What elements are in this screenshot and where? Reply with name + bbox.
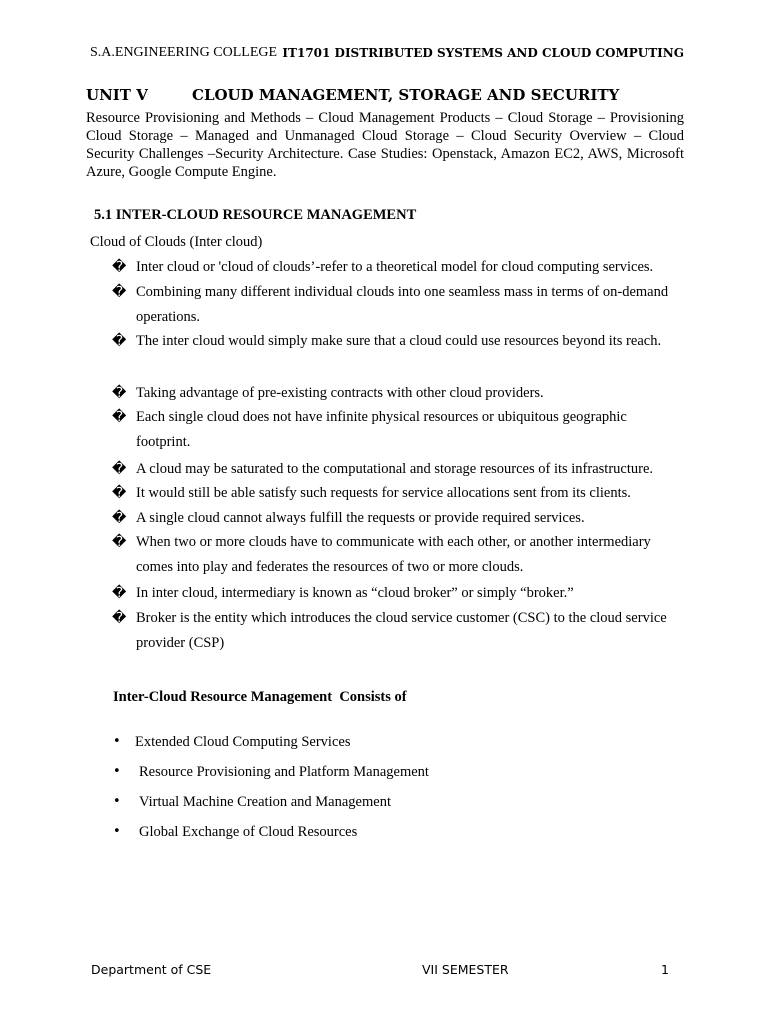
bullet-item xyxy=(112,405,682,455)
bullet-item xyxy=(112,581,682,606)
bullet-marker-icon: � xyxy=(112,585,127,601)
bullet-text: It would still be able satisfy such requests for service allocations sent from its clients. xyxy=(136,485,631,501)
bullet-text: Each single cloud does not have infinite physical resources or ubiquitous geographic footprint. xyxy=(136,409,627,450)
bullet-text: Combining many different individual clouds into one seamless mass in terms of on-demand operations. xyxy=(136,284,669,325)
bullet-item xyxy=(112,530,682,580)
bullet-item xyxy=(112,506,682,531)
section-subheading: Cloud of Clouds (Inter cloud) xyxy=(90,234,263,250)
footer-semester: VII SEMESTER xyxy=(422,962,509,977)
bullet-marker-icon: � xyxy=(112,534,127,550)
bullet-marker-icon: � xyxy=(112,284,127,300)
bullet-dot-icon: • xyxy=(113,824,121,839)
bullet-text: A cloud may be saturated to the computational and storage resources of its infrastructure. xyxy=(136,461,654,477)
bullet-marker-icon: � xyxy=(112,461,127,477)
bullet-text: The inter cloud would simply make sure that a cloud could use resources beyond its reach. xyxy=(136,333,662,349)
bullet-item xyxy=(112,255,682,280)
bullet-dot-icon: • xyxy=(113,734,121,749)
bullet-item xyxy=(112,381,682,406)
bullet-text: When two or more clouds have to communicate with each other, or another intermediary comes into play and federates the resources of two or more clouds. xyxy=(136,534,651,575)
bullet-item xyxy=(112,606,682,656)
bullet-text: A single cloud cannot always fulfill the requests or provide required services. xyxy=(136,510,585,526)
bullet-marker-icon: � xyxy=(112,333,127,349)
unit-heading xyxy=(86,86,620,104)
bullet-marker-icon: � xyxy=(112,510,127,526)
footer-department: Department of CSE xyxy=(91,962,212,977)
bullet-item xyxy=(112,329,682,354)
list-item-label: Global Exchange of Cloud Resources xyxy=(139,824,358,840)
bullet-marker-icon: � xyxy=(112,259,127,275)
bullet-text: Taking advantage of pre-existing contracts with other cloud providers. xyxy=(136,385,544,401)
bullet-marker-icon: � xyxy=(112,385,127,401)
bullet-text: Inter cloud or 'cloud of clouds’-refer to a theoretical model for cloud computing services. xyxy=(136,259,654,275)
bullet-marker-icon: � xyxy=(112,610,127,626)
unit-label: UNIT V xyxy=(86,86,148,104)
header-course-title: IT1701 DISTRIBUTED SYSTEMS AND CLOUD COMPUTING xyxy=(282,46,684,60)
unit-syllabus: Resource Provisioning and Methods – Cloud Management Products – Cloud Storage – Provisioning Cloud Storage – Managed and Unmanaged Cloud Storage – Cloud Security Overview – Cloud Security Challenges –Security Architecture. Case Studies: Openstack, Amazon EC2, AWS, Microsoft Azure, Google Compute Engine. xyxy=(86,110,684,180)
footer-page-number: 1 xyxy=(661,962,669,977)
bullet-dot-icon: • xyxy=(113,764,121,779)
list-item-label: Extended Cloud Computing Services xyxy=(135,734,351,750)
bullet-dot-icon: • xyxy=(113,794,121,809)
bullet-item xyxy=(112,481,682,506)
bullet-text: In inter cloud, intermediary is known as “cloud broker” or simply “broker.” xyxy=(136,585,574,601)
header-college-name: S.A.ENGINEERING COLLEGE xyxy=(90,45,278,60)
bullet-marker-icon: � xyxy=(112,485,127,501)
bullet-item xyxy=(112,280,682,330)
consists-heading: Inter-Cloud Resource Management Consists of xyxy=(113,689,407,705)
bullet-text: Broker is the entity which introduces the cloud service customer (CSC) to the cloud service provider (CSP) xyxy=(136,610,667,651)
bullet-marker-icon: � xyxy=(112,409,127,425)
section-heading: 5.1 INTER-CLOUD RESOURCE MANAGEMENT xyxy=(94,207,417,223)
list-item-label: Resource Provisioning and Platform Management xyxy=(139,764,429,780)
list-item-label: Virtual Machine Creation and Management xyxy=(139,794,391,810)
unit-title: CLOUD MANAGEMENT, STORAGE AND SECURITY xyxy=(192,86,620,104)
bullet-item xyxy=(112,457,682,482)
